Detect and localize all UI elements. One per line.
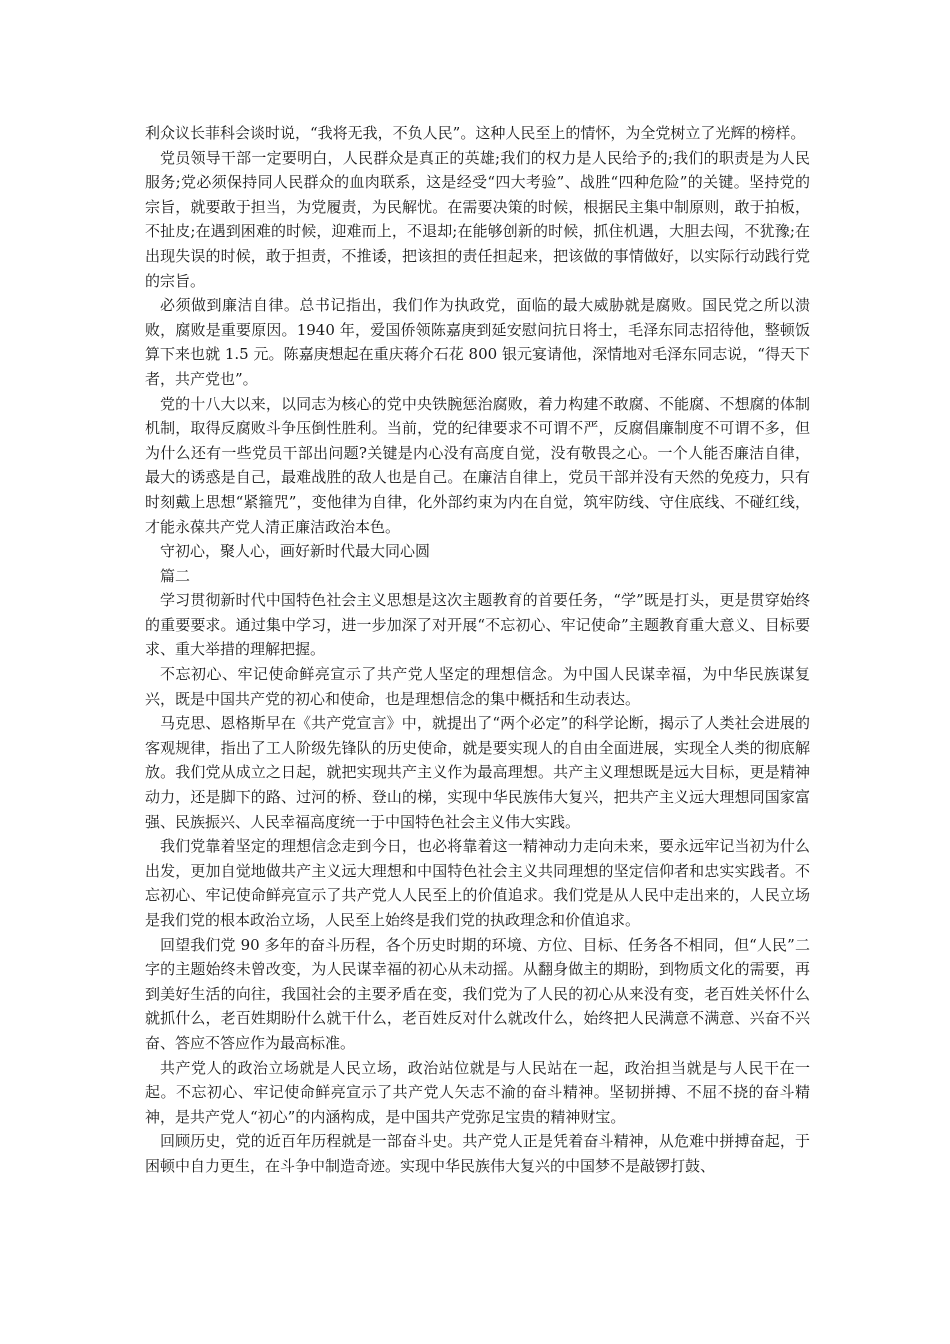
paragraph-11: 回顾历史，党的近百年历程就是一部奋斗史。共产党人正是凭着奋斗精神，从危难中拼搏奋起，于困顿中自力更生，在斗争中制造奇迹。实现中华民族伟大复兴的中国梦不是敲锣打鼓、 [145,1132,810,1175]
paragraph-3: 必须做到廉洁自律。总书记指出，我们作为执政党，面临的最大威胁就是腐败。国民党之所以溃败，腐败是重要原因。1940 年，爱国侨领陈嘉庚到延安慰问抗日将士，毛泽东同志招待他，整顿饭算下来也就 1.5 元。陈嘉庚想起在重庆蒋介石花 800 银元宴请他，深情地对毛泽东同志说，“得天下者，共产党也”。 [145,296,810,388]
paragraph-1: 利众议长菲科会谈时说，“我将无我，不负人民”。这种人民至上的情怀，为全党树立了光辉的榜样。 [145,124,806,142]
paragraph-6: 不忘初心、牢记使命鲜亮宣示了共产党人坚定的理想信念。为中国人民谋幸福，为中华民族谋复兴，既是中国共产党的初心和使命，也是理想信念的集中概括和生动表达。 [145,665,810,708]
paragraph-2: 党员领导干部一定要明白，人民群众是真正的英雄;我们的权力是人民给予的;我们的职责是为人民服务;党必须保持同人民群众的血肉联系，这是经受“四大考验”、战胜“四种危险”的关键。坚持党的宗旨，就要敢于担当，为党履责，为民解忧。在需要决策的时候，根据民主集中制原则，敢于拍板，不扯皮;在遇到困难的时候，迎难而上，不退却;在能够创新的时候，抓住机遇，大胆去闯，不犹豫;在出现失误的时候，敢于担责，不推诿，把该担的责任担起来，把该做的事情做好，以实际行动践行党的宗旨。 [145,148,810,290]
document-body [145,121,810,1179]
section-heading: 守初心，聚人心，画好新时代最大同心圆 [160,542,431,561]
section-label: 篇二 [160,566,191,585]
paragraph-8: 我们党靠着坚定的理想信念走到今日，也必将靠着这一精神动力走向未来，要永远牢记当初为什么出发，更加自觉地做共产主义远大理想和中国特色社会主义共同理想的坚定信仰者和忠实实践者。不忘初心、牢记使命鲜亮宣示了共产党人人民至上的价值追求。我们党是从人民中走出来的，人民立场是我们党的根本政治立场，人民至上始终是我们党的执政理念和价值追求。 [145,837,810,929]
paragraph-7: 马克思、恩格斯早在《共产党宣言》中，就提出了“两个必定”的科学论断，揭示了人类社会进展的客观规律，指出了工人阶级先锋队的历史使命，就是要实现人的自由全面进展，实现全人类的彻底解放。我们党从成立之日起，就把实现共产主义作为最高理想。共产主义理想既是远大目标，更是精神动力，还是脚下的路、过河的桥、登山的梯，实现中华民族伟大复兴，把共产主义远大理想同国家富强、民族振兴、人民幸福高度统一于中国特色社会主义伟大实践。 [145,714,810,831]
paragraph-9: 回望我们党 90 多年的奋斗历程，各个历史时期的环境、方位、目标、任务各不相同，但“人民”二字的主题始终未曾改变，为人民谋幸福的初心从未动摇。从翻身做主的期盼，到物质文化的需要，再到美好生活的向往，我国社会的主要矛盾在变，我们党为了人民的初心从来没有变，老百姓关怀什么就抓什么，老百姓期盼什么就干什么，老百姓反对什么就改什么，始终把人民满意不满意、兴奋不兴奋、答应不答应作为最高标准。 [145,935,810,1052]
paragraph-5: 学习贯彻新时代中国特色社会主义思想是这次主题教育的首要任务，“学”既是打头，更是贯穿始终的重要要求。通过集中学习，进一步加深了对开展“不忘初心、牢记使命”主题教育重大意义、目标要求、重大举措的理解把握。 [145,591,810,659]
paragraph-4: 党的十八大以来，以同志为核心的党中央铁腕惩治腐败，着力构建不敢腐、不能腐、不想腐的体制机制，取得反腐败斗争压倒性胜利。当前，党的纪律要求不可谓不严，反腐倡廉制度不可谓不多，但为什么还有一些党员干部出问题?关键是内心没有高度自觉，没有敬畏之心。一个人能否廉洁自律，最大的诱惑是自己，最难战胜的敌人也是自己。在廉洁自律上，党员干部并没有天然的免疫力，只有时刻戴上思想“紧箍咒”，变他律为自律，化外部约束为内在自觉，筑牢防线、守住底线、不碰红线，才能永葆共产党人清正廉洁政治本色。 [145,394,810,536]
paragraph-10: 共产党人的政治立场就是人民立场，政治站位就是与人民站在一起，政治担当就是与人民干在一起。不忘初心、牢记使命鲜亮宣示了共产党人矢志不渝的奋斗精神。坚韧拼搏、不屈不挠的奋斗精神，是共产党人“初心”的内涵构成，是中国共产党弥足宝贵的精神财宝。 [145,1058,810,1126]
